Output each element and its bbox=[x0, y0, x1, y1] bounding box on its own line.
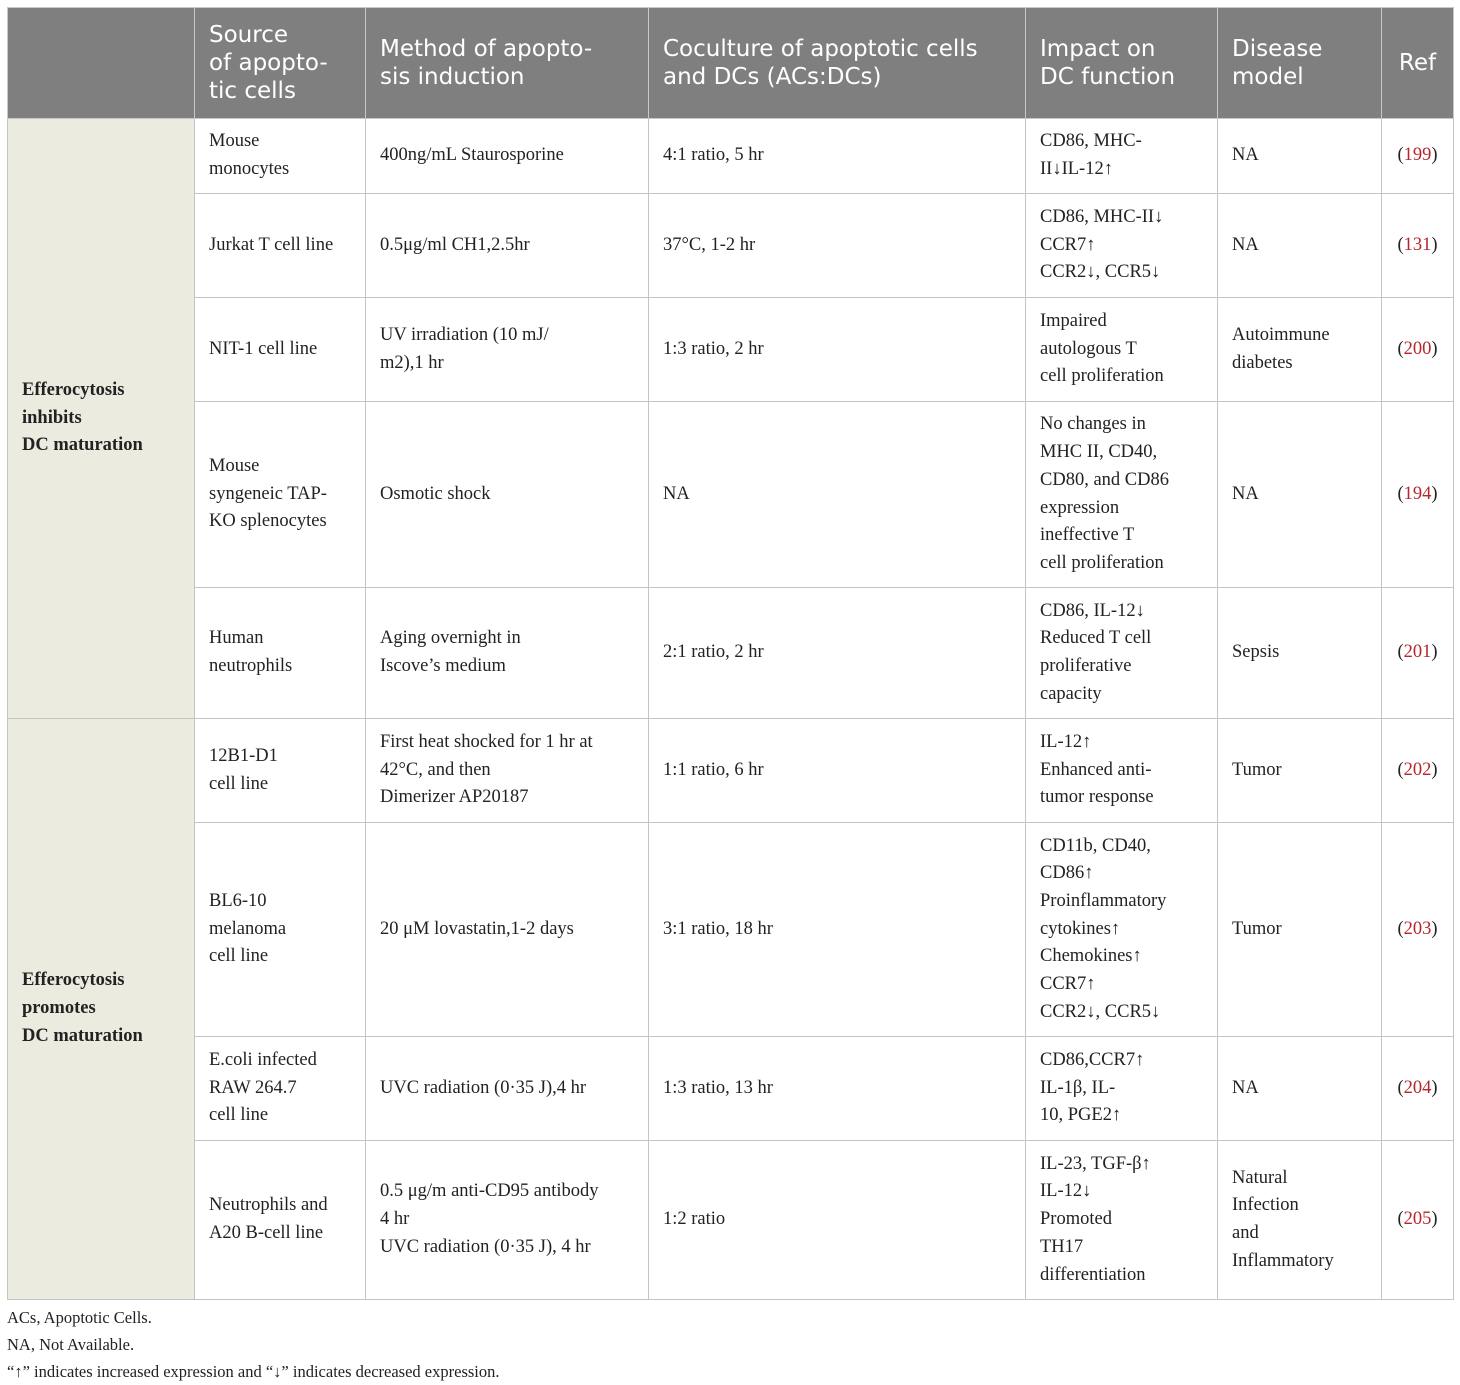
cell-disease: NA bbox=[1218, 402, 1382, 588]
cell-ref: (203) bbox=[1382, 823, 1454, 1037]
header-group bbox=[8, 8, 195, 119]
header-coculture: Coculture of apoptotic cells and DCs (ACs:DCs) bbox=[649, 8, 1026, 119]
cell-coculture: 2:1 ratio, 2 hr bbox=[649, 588, 1026, 719]
cell-coculture: NA bbox=[649, 402, 1026, 588]
cell-impact: CD11b, CD40, CD86↑ Proinflammatory cytokines↑ Chemokines↑ CCR7↑ CCR2↓, CCR5↓ bbox=[1026, 823, 1218, 1037]
reference-link[interactable]: 201 bbox=[1403, 642, 1432, 663]
table-row bbox=[8, 719, 1454, 823]
cell-source: Mouse monocytes bbox=[195, 119, 366, 194]
table-row bbox=[8, 298, 1454, 402]
cell-method: 0.5 μg/m anti-CD95 antibody 4 hr UVC radiation (0·35 J), 4 hr bbox=[366, 1141, 649, 1300]
cell-coculture: 3:1 ratio, 18 hr bbox=[649, 823, 1026, 1037]
cell-disease: NA bbox=[1218, 1037, 1382, 1141]
cell-coculture: 4:1 ratio, 5 hr bbox=[649, 119, 1026, 194]
footnote: NA, Not Available. bbox=[7, 1335, 135, 1354]
cell-method: 400ng/mL Staurosporine bbox=[366, 119, 649, 194]
cell-ref: (202) bbox=[1382, 719, 1454, 823]
cell-method: First heat shocked for 1 hr at 42°C, and then Dimerizer AP20187 bbox=[366, 719, 649, 823]
reference-link[interactable]: 194 bbox=[1403, 483, 1432, 504]
cell-impact: IL-23, TGF-β↑ IL-12↓ Promoted TH17 differentiation bbox=[1026, 1141, 1218, 1300]
reference-link[interactable]: 203 bbox=[1403, 918, 1432, 939]
table-row bbox=[8, 823, 1454, 1037]
reference-link[interactable]: 200 bbox=[1403, 338, 1432, 359]
cell-method: 0.5μg/ml CH1,2.5hr bbox=[366, 194, 649, 298]
cell-impact: No changes in MHC II, CD40, CD80, and CD86 expression ineffective T cell proliferation bbox=[1026, 402, 1218, 588]
cell-source: Jurkat T cell line bbox=[195, 194, 366, 298]
cell-impact: IL-12↑ Enhanced anti- tumor response bbox=[1026, 719, 1218, 823]
table-row bbox=[8, 194, 1454, 298]
document bbox=[7, 7, 1453, 1385]
cell-ref: (131) bbox=[1382, 194, 1454, 298]
cell-disease: Natural Infection and Inflammatory bbox=[1218, 1141, 1382, 1300]
cell-method: Osmotic shock bbox=[366, 402, 649, 588]
header-method: Method of apopto- sis induction bbox=[366, 8, 649, 119]
cell-impact: Impaired autologous T cell proliferation bbox=[1026, 298, 1218, 402]
table-row bbox=[8, 1037, 1454, 1141]
cell-impact: CD86, MHC-II↓ CCR7↑ CCR2↓, CCR5↓ bbox=[1026, 194, 1218, 298]
data-table bbox=[7, 7, 1454, 1300]
table-row bbox=[8, 402, 1454, 588]
cell-method: UV irradiation (10 mJ/ m2),1 hr bbox=[366, 298, 649, 402]
cell-source: NIT-1 cell line bbox=[195, 298, 366, 402]
cell-ref: (200) bbox=[1382, 298, 1454, 402]
cell-ref: (194) bbox=[1382, 402, 1454, 588]
cell-coculture: 37°C, 1-2 hr bbox=[649, 194, 1026, 298]
reference-link[interactable]: 131 bbox=[1403, 234, 1432, 255]
cell-ref: (199) bbox=[1382, 119, 1454, 194]
table-row bbox=[8, 119, 1454, 194]
cell-ref: (204) bbox=[1382, 1037, 1454, 1141]
cell-coculture: 1:3 ratio, 13 hr bbox=[649, 1037, 1026, 1141]
group-label: Efferocytosis promotes DC maturation bbox=[8, 719, 195, 1300]
footnote: ACs, Apoptotic Cells. bbox=[7, 1308, 152, 1327]
reference-link[interactable]: 199 bbox=[1403, 145, 1432, 166]
footnotes bbox=[7, 1304, 1453, 1385]
table-row bbox=[8, 1141, 1454, 1300]
header-impact: Impact on DC function bbox=[1026, 8, 1218, 119]
reference-link[interactable]: 202 bbox=[1403, 759, 1432, 780]
cell-source: BL6-10 melanoma cell line bbox=[195, 823, 366, 1037]
cell-impact: CD86, IL-12↓ Reduced T cell proliferative capacity bbox=[1026, 588, 1218, 719]
cell-disease: Tumor bbox=[1218, 719, 1382, 823]
table-row bbox=[8, 588, 1454, 719]
cell-disease: Autoimmune diabetes bbox=[1218, 298, 1382, 402]
reference-link[interactable]: 204 bbox=[1403, 1077, 1432, 1098]
cell-coculture: 1:3 ratio, 2 hr bbox=[649, 298, 1026, 402]
cell-impact: CD86, MHC- II↓IL-12↑ bbox=[1026, 119, 1218, 194]
header-disease: Disease model bbox=[1218, 8, 1382, 119]
cell-source: E.coli infected RAW 264.7 cell line bbox=[195, 1037, 366, 1141]
header-source: Source of apopto- tic cells bbox=[195, 8, 366, 119]
cell-source: 12B1-D1 cell line bbox=[195, 719, 366, 823]
cell-method: UVC radiation (0·35 J),4 hr bbox=[366, 1037, 649, 1141]
footnote: “↑” indicates increased expression and “↓” indicates decreased expression. bbox=[7, 1362, 500, 1381]
group-label: Efferocytosis inhibits DC maturation bbox=[8, 119, 195, 719]
cell-ref: (205) bbox=[1382, 1141, 1454, 1300]
cell-disease: NA bbox=[1218, 119, 1382, 194]
cell-source: Mouse syngeneic TAP- KO splenocytes bbox=[195, 402, 366, 588]
cell-source: Human neutrophils bbox=[195, 588, 366, 719]
cell-coculture: 1:2 ratio bbox=[649, 1141, 1026, 1300]
cell-coculture: 1:1 ratio, 6 hr bbox=[649, 719, 1026, 823]
header-ref: Ref bbox=[1382, 8, 1454, 119]
cell-source: Neutrophils and A20 B-cell line bbox=[195, 1141, 366, 1300]
cell-disease: Sepsis bbox=[1218, 588, 1382, 719]
cell-disease: Tumor bbox=[1218, 823, 1382, 1037]
cell-impact: CD86,CCR7↑ IL-1β, IL- 10, PGE2↑ bbox=[1026, 1037, 1218, 1141]
cell-disease: NA bbox=[1218, 194, 1382, 298]
cell-method: 20 μM lovastatin,1-2 days bbox=[366, 823, 649, 1037]
reference-link[interactable]: 205 bbox=[1403, 1209, 1432, 1230]
cell-ref: (201) bbox=[1382, 588, 1454, 719]
cell-method: Aging overnight in Iscove’s medium bbox=[366, 588, 649, 719]
header-row bbox=[8, 8, 1454, 119]
